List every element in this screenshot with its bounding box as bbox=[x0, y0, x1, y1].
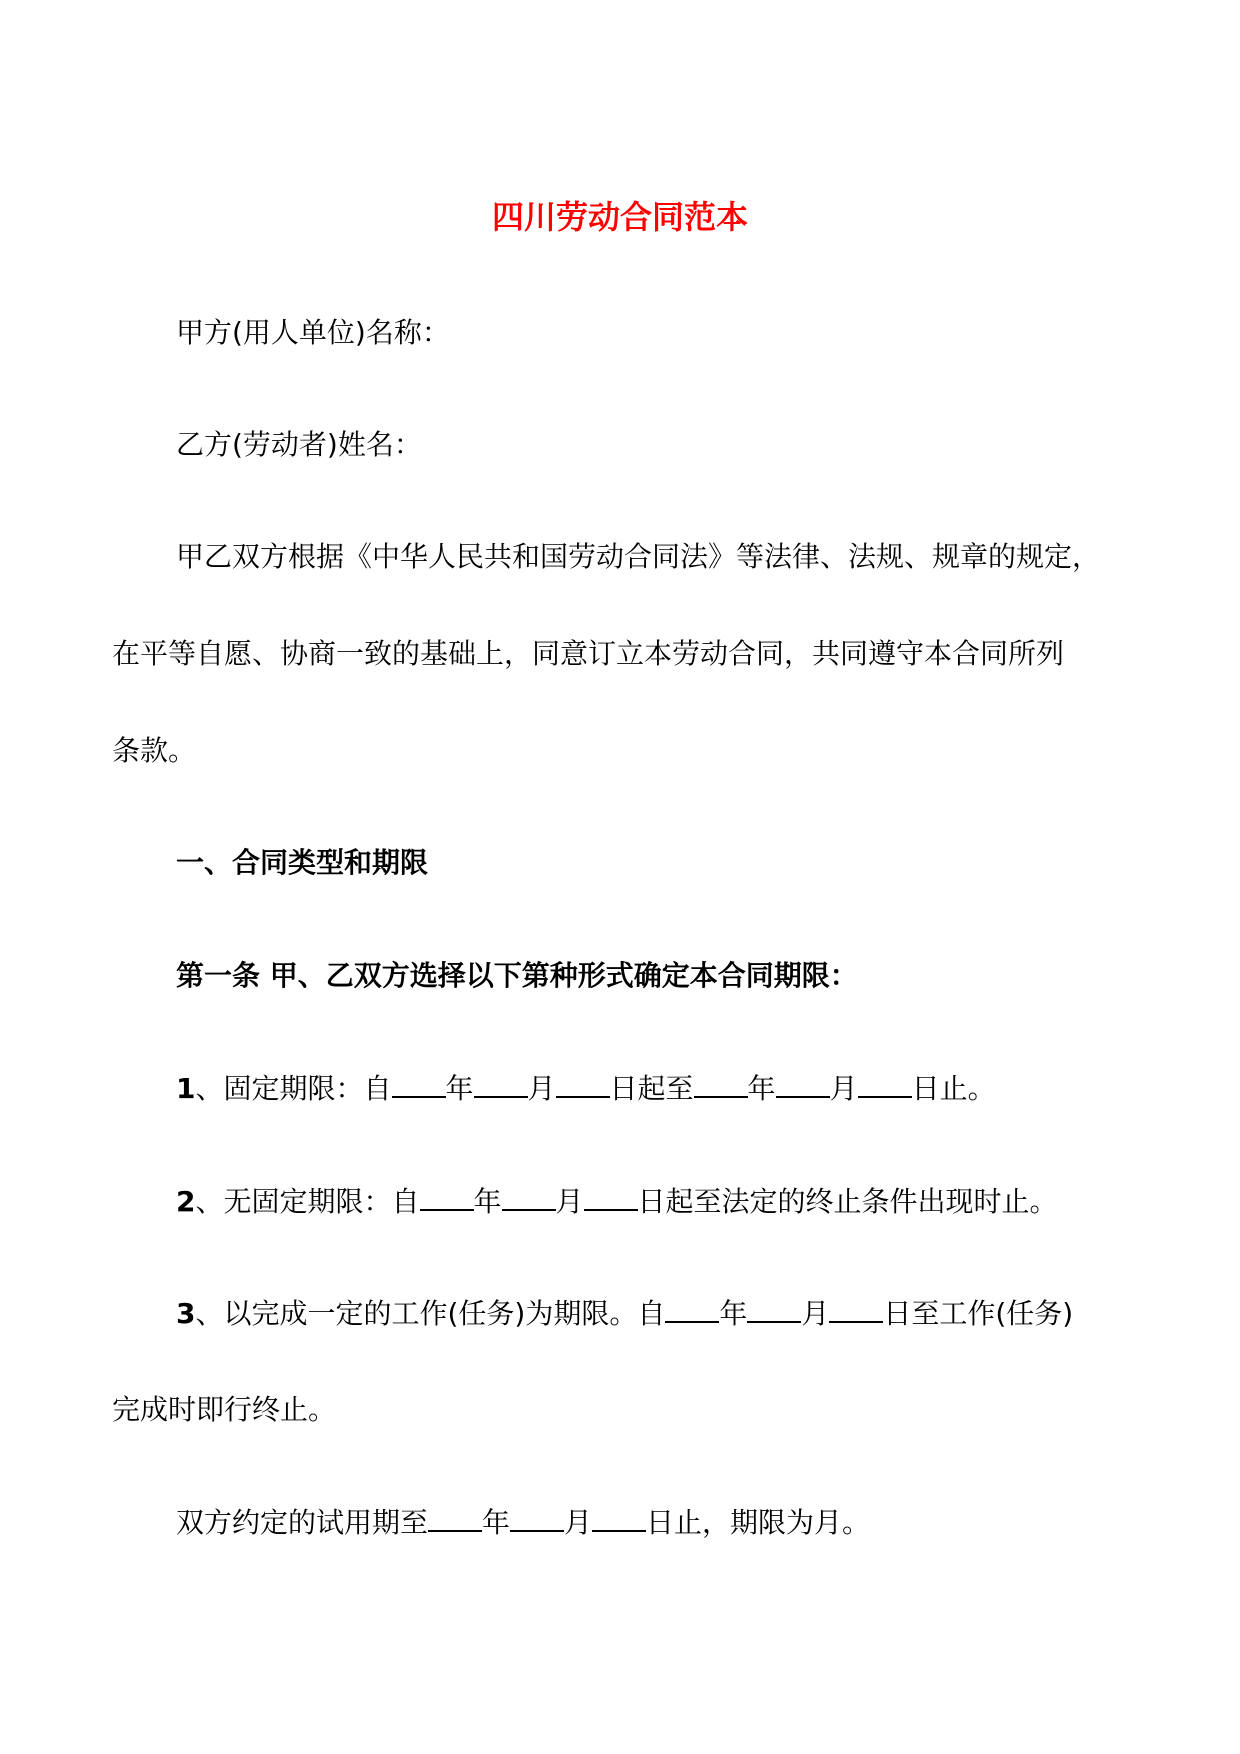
section-1-heading: 一、合同类型和期限 bbox=[176, 846, 429, 879]
blank-field bbox=[474, 1068, 528, 1098]
blank-field bbox=[584, 1181, 638, 1211]
item-3-end-word: 日至工作(任务) bbox=[883, 1297, 1074, 1330]
item-2-end-word: 日起至法定的终止条件出现时止。 bbox=[637, 1185, 1058, 1218]
party-a-label: 甲方(用人单位)名称： bbox=[176, 316, 450, 349]
probation-period bbox=[176, 1502, 1136, 1543]
item-1-year-word: 年 bbox=[445, 1072, 474, 1105]
item-3-lead: 、以完成一定的工作(任务)为期限。自 bbox=[195, 1297, 666, 1330]
item-2-number: 2 bbox=[176, 1185, 196, 1218]
blank-field bbox=[665, 1293, 719, 1323]
intro-paragraph-line-2: 在平等自愿、协商一致的基础上，同意订立本劳动合同，共同遵守本合同所列 bbox=[112, 637, 1065, 670]
item-3-number: 3 bbox=[176, 1297, 196, 1330]
item-2-lead: 、无固定期限：自 bbox=[195, 1185, 420, 1218]
item-1-lead: 、固定期限：自 bbox=[195, 1072, 392, 1105]
probation-end-word: 日止，期限为月。 bbox=[646, 1506, 871, 1539]
item-2-open-term bbox=[176, 1181, 1136, 1222]
item-3-task-term bbox=[176, 1293, 1136, 1334]
blank-field bbox=[556, 1068, 610, 1098]
blank-field bbox=[420, 1181, 474, 1211]
blank-field bbox=[858, 1068, 912, 1098]
blank-field bbox=[502, 1181, 556, 1211]
probation-lead: 双方约定的试用期至 bbox=[176, 1506, 429, 1539]
item-3-continuation: 完成时即行终止。 bbox=[112, 1393, 337, 1426]
intro-paragraph-line-1: 甲乙双方根据《中华人民共和国劳动合同法》等法律、法规、规章的规定， bbox=[176, 540, 1101, 573]
item-1-fixed-term bbox=[176, 1068, 1136, 1109]
blank-field bbox=[776, 1068, 830, 1098]
item-1-month-word: 月 bbox=[527, 1072, 556, 1105]
blank-field bbox=[392, 1068, 446, 1098]
item-1-number: 1 bbox=[176, 1072, 196, 1105]
item-1-year2-word: 年 bbox=[747, 1072, 776, 1105]
blank-field bbox=[829, 1293, 883, 1323]
item-1-day-from-word: 日起至 bbox=[609, 1072, 694, 1105]
blank-field bbox=[747, 1293, 801, 1323]
blank-field bbox=[510, 1502, 564, 1532]
article-1-heading: 第一条 甲、乙双方选择以下第种形式确定本合同期限： bbox=[176, 959, 858, 992]
blank-field bbox=[428, 1502, 482, 1532]
blank-field bbox=[694, 1068, 748, 1098]
item-3-year-word: 年 bbox=[719, 1297, 748, 1330]
item-2-year-word: 年 bbox=[473, 1185, 502, 1218]
intro-paragraph-line-3: 条款。 bbox=[112, 734, 197, 767]
party-b-label: 乙方(劳动者)姓名： bbox=[176, 428, 422, 461]
blank-field bbox=[592, 1502, 646, 1532]
item-2-month-word: 月 bbox=[555, 1185, 584, 1218]
probation-month-word: 月 bbox=[564, 1506, 593, 1539]
item-1-end-word: 日止。 bbox=[911, 1072, 996, 1105]
item-1-month2-word: 月 bbox=[829, 1072, 858, 1105]
item-3-month-word: 月 bbox=[801, 1297, 830, 1330]
document-title: 四川劳动合同范本 bbox=[491, 198, 748, 236]
probation-year-word: 年 bbox=[482, 1506, 511, 1539]
